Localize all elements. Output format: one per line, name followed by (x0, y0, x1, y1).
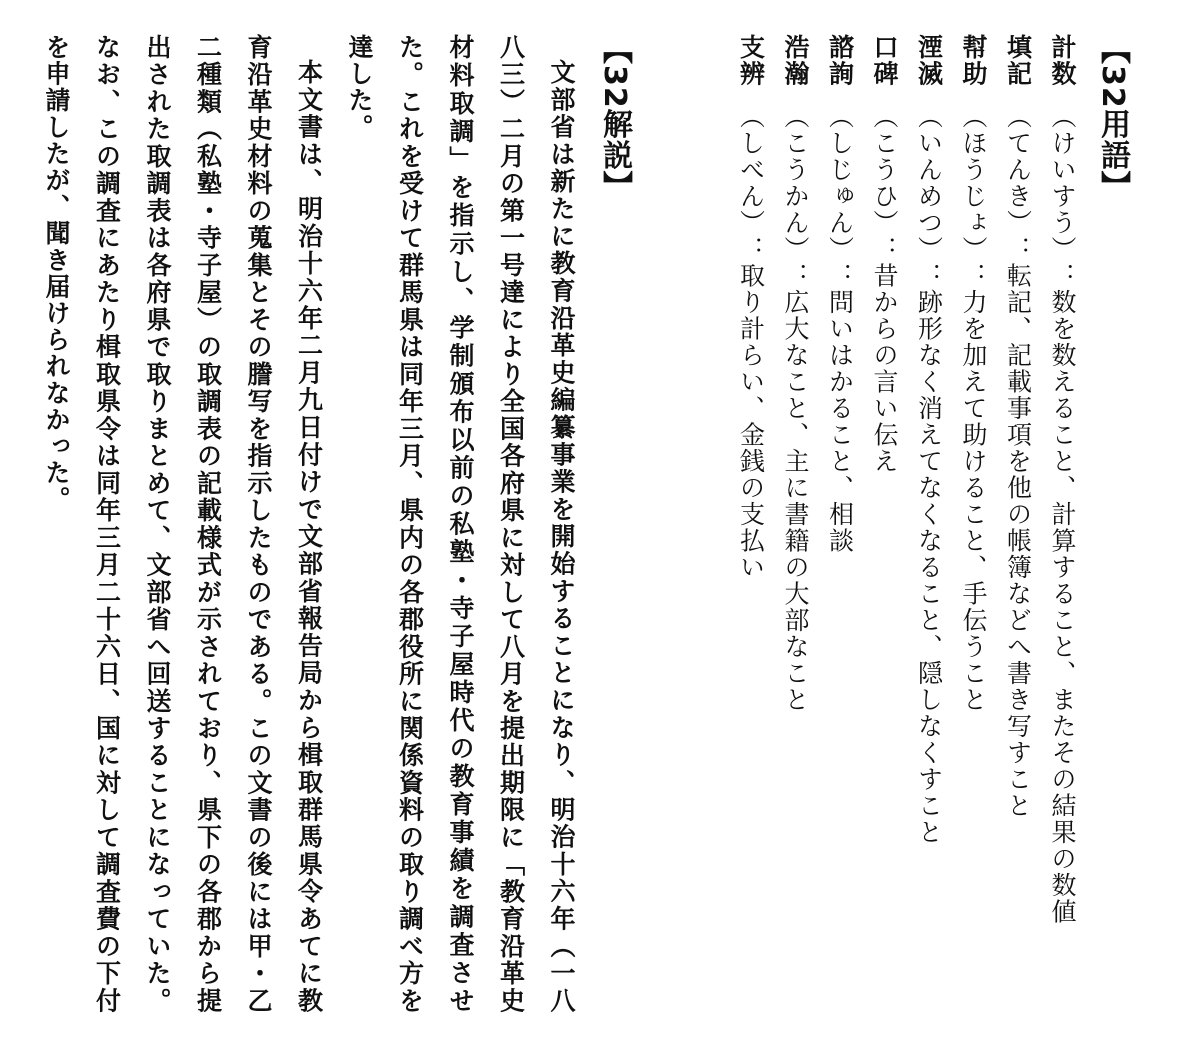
heading-bracket-close: 】 (1095, 170, 1130, 202)
term-row (728, 34, 773, 1014)
heading-bracket-open: 【 (1095, 34, 1130, 65)
term-reading: （こうかん） (781, 103, 810, 263)
heading-bracket-open: 【 (597, 34, 632, 65)
term-reading: （しじゅん） (825, 103, 855, 263)
term-word: 支辨 (736, 34, 766, 87)
term-definition: 数を数えること、計算すること、またその結果の数値 (1048, 289, 1077, 925)
term-separator: ： (825, 262, 855, 289)
term-row (951, 34, 996, 1014)
term-reading: （てんき） (1003, 103, 1033, 236)
term-separator: ： (914, 262, 944, 289)
commentary-paragraph: 本文書は、明治十六年二月九日付けで文部省報告局から楫取群馬県令あてに教育沿革史材料の蒐集とその謄写を指示したものである。この文書の後には甲・乙二種類（私塾・寺子屋）の取調表の記載様式が示されており、県下の各郡から提出された取調表は各府県で取りまとめて、文部省へ回送することになっていた。なお、この調査にあたり楫取県令は同年三月二十六日、国に対して調査費の下付を申請したが、聞き届けられなかった。 (42, 34, 324, 1014)
term-separator: ： (959, 262, 988, 289)
term-row (862, 34, 907, 1014)
terms-list (728, 34, 1084, 1014)
term-word: 口碑 (870, 34, 899, 87)
term-separator: ： (1003, 236, 1033, 263)
term-separator: ： (1048, 262, 1077, 289)
term-definition: 跡形なく消えてなくなること、隠しなくすこと (914, 289, 944, 846)
commentary-section (31, 34, 637, 1014)
term-row (906, 34, 951, 1014)
term-reading: （ほうじょ） (959, 103, 988, 263)
term-reading: （いんめつ） (914, 103, 944, 263)
term-row (817, 34, 862, 1014)
term-definition: 取り計らい、金銭の支払い (736, 262, 766, 581)
term-reading: （こうひ） (870, 103, 899, 236)
term-separator: ： (736, 236, 766, 263)
commentary-heading (592, 34, 636, 1014)
term-word: 幇助 (959, 34, 988, 87)
heading-number: 32 (1095, 65, 1130, 109)
term-word: 湮滅 (914, 34, 944, 87)
term-row (995, 34, 1040, 1014)
terms-section (728, 34, 1134, 1014)
term-reading: （しべん） (736, 103, 766, 236)
term-definition: 転記、記載事項を他の帳簿などへ書き写すこと (1003, 262, 1033, 819)
term-definition: 昔からの言い伝え (870, 262, 899, 475)
heading-bracket-close: 】 (597, 170, 632, 202)
term-row (1040, 34, 1085, 1014)
term-definition: 広大なこと、主に書籍の大部なこと (781, 289, 810, 713)
terms-heading (1090, 34, 1134, 1014)
term-separator: ： (870, 236, 899, 263)
term-reading: （けいすう） (1048, 103, 1077, 263)
term-separator: ： (781, 262, 810, 289)
term-row (773, 34, 818, 1014)
term-definition: 力を加えて助けること、手伝うこと (959, 289, 988, 713)
heading-label: 解説 (597, 108, 632, 171)
term-definition: 問いはかること、相談 (825, 289, 855, 554)
term-word: 浩瀚 (781, 34, 810, 87)
heading-label: 用語 (1095, 108, 1130, 171)
heading-number: 32 (597, 65, 632, 109)
commentary-paragraph: 文部省は新たに教育沿革史編纂事業を開始することになり、明治十六年（一八八三）二月の第一号達により全国各府県に対して八月を提出期限に「教育沿革史材料取調」を指示し、学制頒布以前の私塾・寺子屋時代の教育事績を調査させた。これを受けて群馬県は同年三月、県内の各郡役所に関係資料の取り調べ方を達した。 (345, 34, 576, 1014)
term-word: 諮詢 (825, 34, 855, 87)
term-word: 填記 (1003, 34, 1033, 87)
commentary-body (31, 34, 587, 1014)
term-word: 計数 (1048, 34, 1077, 87)
